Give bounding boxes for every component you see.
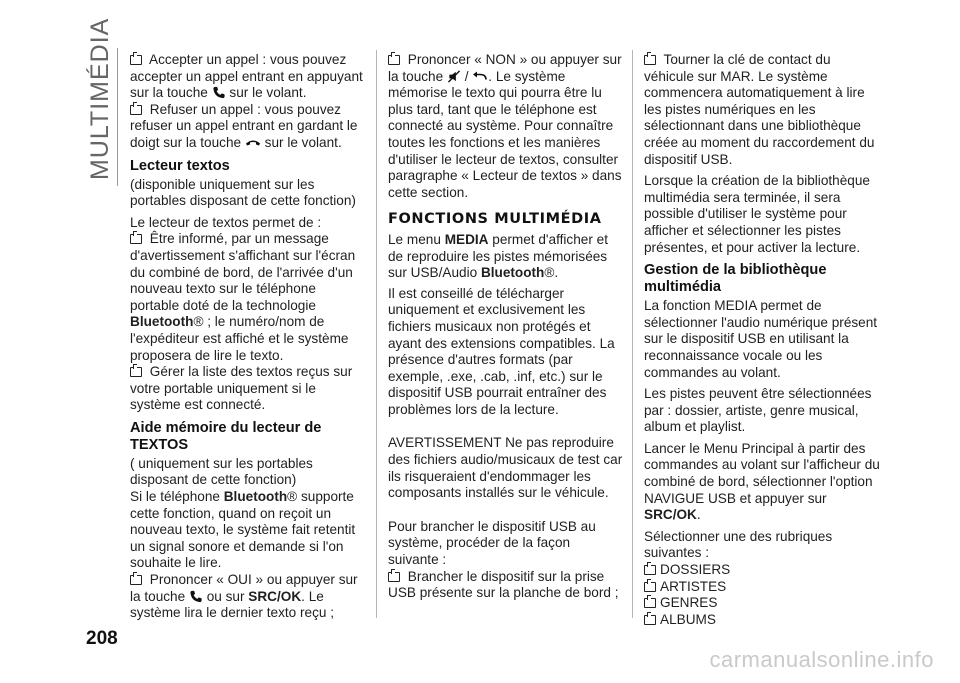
bullet-icon: [130, 234, 142, 244]
paragraph: Lorsque la création de la bibliothèque multimédia sera terminée, il sera possible d'utiliser le système pour afficher et sélectionner les pistes présentes, et pour activer la lecture.: [644, 173, 870, 255]
bullet-item: Être informé, par un message d'avertissement s'affichant sur l'écran du combiné de bord, de l'arrivée d'un nouveau texto sur le téléphone portable doté de la technologie Bluetooth® ; le numéro/nom de l'expéditeur est affiché et le système proposera de lire le texto.: [130, 231, 356, 363]
list-item: GENRES: [644, 595, 880, 612]
list-item: ALBUMS: [644, 612, 880, 629]
phone-hangup-icon: [245, 136, 261, 149]
bullet-icon: [388, 55, 400, 65]
bullet-icon: [130, 575, 142, 585]
page-number: 208: [86, 628, 118, 649]
bullet-icon: [644, 598, 656, 608]
paragraph: Si le téléphone Bluetooth® supporte cette fonction, quand on reçoit un nouveau texto, le système fait retentit un signal sonore et demande si l'on souhaite le lire.: [130, 489, 356, 571]
bullet-item: Prononcer « OUI » ou appuyer sur la touche ou sur SRC/OK. Le système lira le dernier texto reçu ;: [130, 572, 358, 621]
paragraph: (disponible uniquement sur les portables disposant de cette fonction): [130, 176, 356, 209]
paragraph: Les pistes peuvent être sélectionnées par : dossier, artiste, genre musical, album et playlist.: [644, 386, 872, 435]
column-3: [644, 52, 880, 628]
bullet-accept-call: Accepter un appel : vous pouvez accepter un appel entrant en appuyant sur la touche sur le volant.: [130, 52, 363, 101]
bullet-item: Brancher le dispositif sur la prise USB présente sur la planche de bord ;: [388, 568, 619, 601]
column-1: [130, 52, 366, 627]
paragraph: Pour brancher le dispositif USB au système, procéder de la façon suivante :: [388, 518, 596, 568]
paragraph: Sélectionner une des rubriques suivantes :: [644, 528, 833, 561]
heading-aide-memoire: Aide mémoire du lecteur de TEXTOS: [130, 419, 322, 453]
warning-paragraph: AVERTISSEMENT Ne pas reproduire des fichiers audio/musicaux de test car ils risqueraient d'endommager les composants installés sur le véhicule.: [388, 435, 623, 501]
list-item: ARTISTES: [644, 579, 880, 596]
section-side-title: MULTIMÉDIA: [86, 17, 114, 180]
bullet-icon: [644, 55, 656, 65]
bullet-icon: [644, 582, 656, 592]
paragraph: Le lecteur de textos permet de :: [130, 214, 322, 230]
bullet-icon: [130, 55, 142, 65]
heading-fonctions-multimedia: FONCTIONS MULTIMÉDIA: [388, 211, 602, 228]
heading-lecteur-textos: Lecteur textos: [130, 157, 230, 174]
bullet-icon: [644, 565, 656, 575]
bullet-icon: [388, 572, 400, 582]
paragraph: Le menu MEDIA permet d'afficher et de reproduire les pistes mémorisées sur USB/Audio Bluetooth®.: [388, 231, 608, 281]
paragraph: Lancer le Menu Principal à partir des commandes au volant sur l'afficheur du combiné de bord, sélectionner l'option NAVIGUE USB et appuyer sur SRC/OK.: [644, 440, 880, 523]
bullet-item: Gérer la liste des textos reçus sur votre portable uniquement si le système est connecté.: [130, 364, 353, 413]
watermark-link[interactable]: carmanualsonline.info: [709, 647, 934, 672]
paragraph: La fonction MEDIA permet de sélectionner l'audio numérique présent sur le dispositif USB en utilisant la reconnaissance vocale ou les commandes au volant.: [644, 298, 878, 380]
phone-accept-icon: [212, 86, 226, 99]
paragraph: ( uniquement sur les portables disposant de cette fonction): [130, 455, 313, 488]
rubriques-list: [644, 562, 880, 628]
heading-gestion-bibliotheque: Gestion de la bibliothèque multimédia: [644, 262, 827, 296]
side-rule: [117, 48, 118, 186]
bullet-icon: [130, 367, 142, 377]
list-item: DOSSIERS: [644, 562, 880, 579]
bullet-item: Prononcer « NON » ou appuyer sur la touche / . Le système mémorise le texto qui pourra être lu plus tard, tant que le téléphone est connecté au système. Pour connaître toutes les fonctions et les manières d'utiliser le lecteur de textos, consulter paragraphe « Lecteur de textos » dans cette section.: [388, 52, 622, 200]
paragraph: Il est conseillé de télécharger uniquement et exclusivement les fichiers musicaux non protégés et ayant des extensions compatibles. La présence d'autres formats (par exemple, .exe, .cab, .inf, etc.) sur le dispositif USB pourrait entraîner des problèmes lors de la lecture.: [388, 285, 615, 417]
back-arrow-icon: [472, 70, 488, 83]
bullet-reject-call: Refuser un appel : vous pouvez refuser un appel entrant en gardant le doigt sur la touche sur le volant.: [130, 101, 358, 150]
bullet-item: Tourner la clé de contact du véhicule sur MAR. Le système commencera automatiquement à lire les pistes numériques en les sélectionnant dans une bibliothèque créée au moment du raccordement du dispositif USB.: [644, 52, 875, 167]
column-divider: [632, 50, 633, 618]
phone-accept-icon: [189, 590, 203, 603]
column-divider: [376, 50, 377, 618]
bullet-icon: [130, 105, 142, 115]
column-2: [388, 52, 624, 607]
mute-icon: [447, 70, 461, 83]
bullet-icon: [644, 615, 656, 625]
